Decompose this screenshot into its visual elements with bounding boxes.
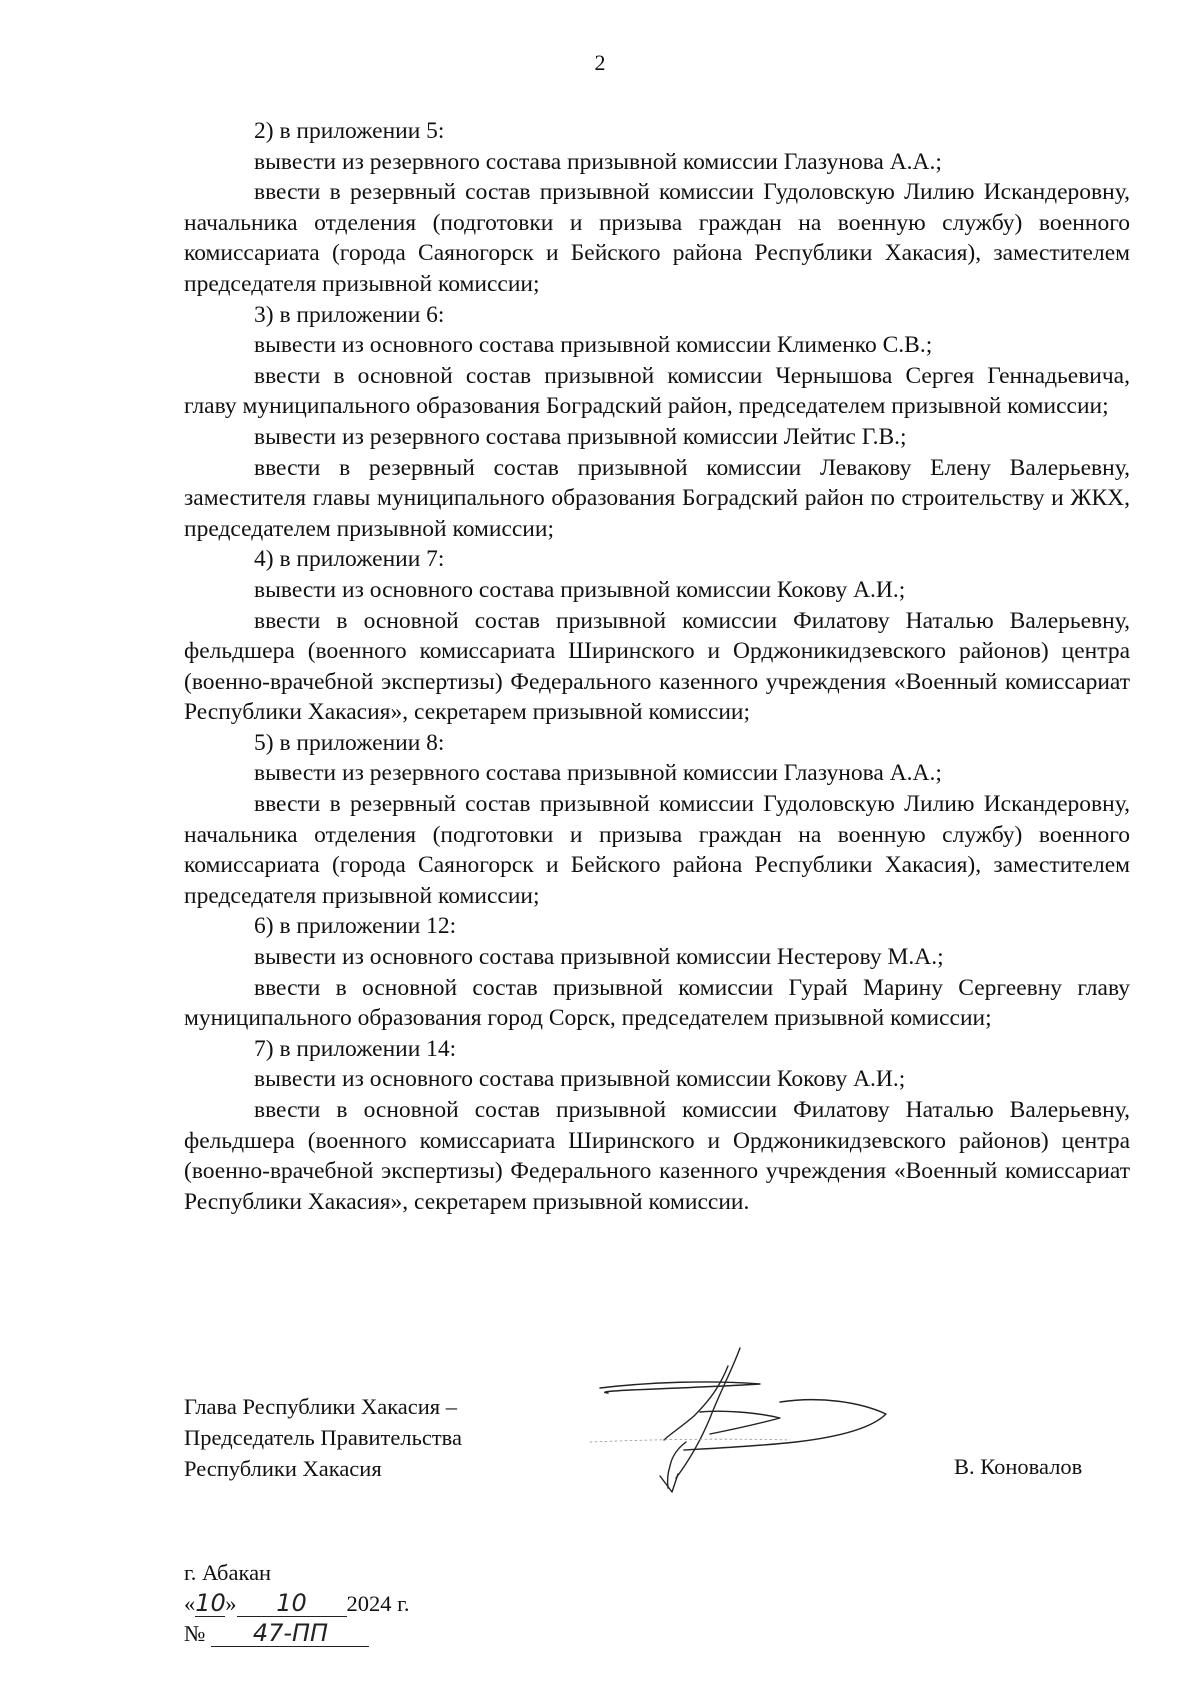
- paragraph: вывести из резервного состава призывной комиссии Лейтис Г.В.;: [254, 423, 907, 450]
- paragraph: 2) в приложении 5:: [254, 118, 445, 144]
- date-month: 10: [237, 1590, 347, 1617]
- paragraph: 4) в приложении 7:: [254, 546, 445, 573]
- paragraph: ввести в резервный состав призывной комиссии Гудоловскую Лилию Искандеровну, начальника отделения (подготовки и призыва граждан на военную службу) военного комиссариата (города Саяногорск и Бейского района Республики Хакасия), заместителем председателя призывной комиссии;: [184, 791, 1130, 909]
- paragraph: 7) в приложении 14:: [254, 1035, 457, 1062]
- paragraph: вывести из резервного состава призывной комиссии Глазунова А.А.;: [254, 148, 942, 175]
- paragraph: ввести в основной состав призывной комиссии Чернышова Сергея Геннадьевича, главу муниципального образования Боградский район, председателем призывной комиссии;: [184, 362, 1130, 420]
- paragraph: ввести в резервный состав призывной комиссии Гудоловскую Лилию Искандеровну, начальника отделения (подготовки и призыва граждан на военную службу) военного комиссариата (города Саяногорск и Бейского района Республики Хакасия), заместителем председателя призывной комиссии;: [184, 179, 1130, 297]
- document-number: [184, 1619, 369, 1649]
- date-year: 2024 г.: [346, 1591, 410, 1616]
- paragraph: 3) в приложении 6:: [254, 301, 445, 328]
- page-number: 2: [594, 50, 606, 75]
- close-quote: »: [225, 1591, 237, 1616]
- paragraph: вывести из основного состава призывной комиссии Клименко С.В.;: [254, 332, 933, 359]
- number-label: №: [184, 1621, 206, 1646]
- document-body: [184, 116, 1130, 1217]
- paragraph: 6) в приложении 12:: [254, 913, 457, 940]
- open-quote: «: [184, 1591, 196, 1616]
- paragraph: вывести из основного состава призывной комиссии Кокову А.И.;: [254, 576, 906, 603]
- paragraph: ввести в основной состав призывной комиссии Гурай Марину Сергеевну главу муниципального образования город Сорск, председателем призывной комиссии;: [184, 974, 1130, 1032]
- signer-name: В. Коновалов: [954, 1454, 1083, 1479]
- paragraph: ввести в основной состав призывной комиссии Филатову Наталью Валерьевну, фельдшера (военного комиссариата Ширинского и Орджоникидзевского районов) центра (военно-врачебной экспертизы) Федерального казенного учреждения «Военный комиссариат Республики Хакасия», секретарем призывной комиссии;: [184, 607, 1130, 726]
- number-value: 47-ПП: [211, 1620, 369, 1647]
- paragraph: вывести из основного состава призывной комиссии Кокову А.И.;: [254, 1066, 906, 1093]
- paragraph: вывести из основного состава призывной комиссии Нестерову М.А.;: [254, 944, 944, 971]
- paragraph: вывести из резервного состава призывной комиссии Глазунова А.А.;: [254, 760, 942, 787]
- paragraph: 5) в приложении 8:: [254, 729, 445, 756]
- signatory-title: [184, 1391, 462, 1484]
- signatory-title-line: Председатель Правительства: [184, 1425, 462, 1450]
- paragraph: ввести в основной состав призывной комиссии Филатову Наталью Валерьевну, фельдшера (военного комиссариата Ширинского и Орджоникидзевского районов) центра (военно-врачебной экспертизы) Федерального казенного учреждения «Военный комиссариат Республики Хакасия», секретарем призывной комиссии.: [184, 1097, 1130, 1215]
- date-day: 10: [195, 1589, 226, 1617]
- handwritten-signature: [560, 1330, 920, 1510]
- signatory-title-line: Республики Хакасия: [184, 1456, 382, 1481]
- signatory-title-line: Глава Республики Хакасия –: [184, 1394, 458, 1419]
- document-date: [184, 1589, 409, 1619]
- paragraph: ввести в резервный состав призывной комиссии Левакову Елену Валерьевну, заместителя главы муниципального образования Боградский район по строительству и ЖКХ, председателем призывной комиссии;: [184, 454, 1130, 542]
- city: г. Абакан: [184, 1560, 272, 1585]
